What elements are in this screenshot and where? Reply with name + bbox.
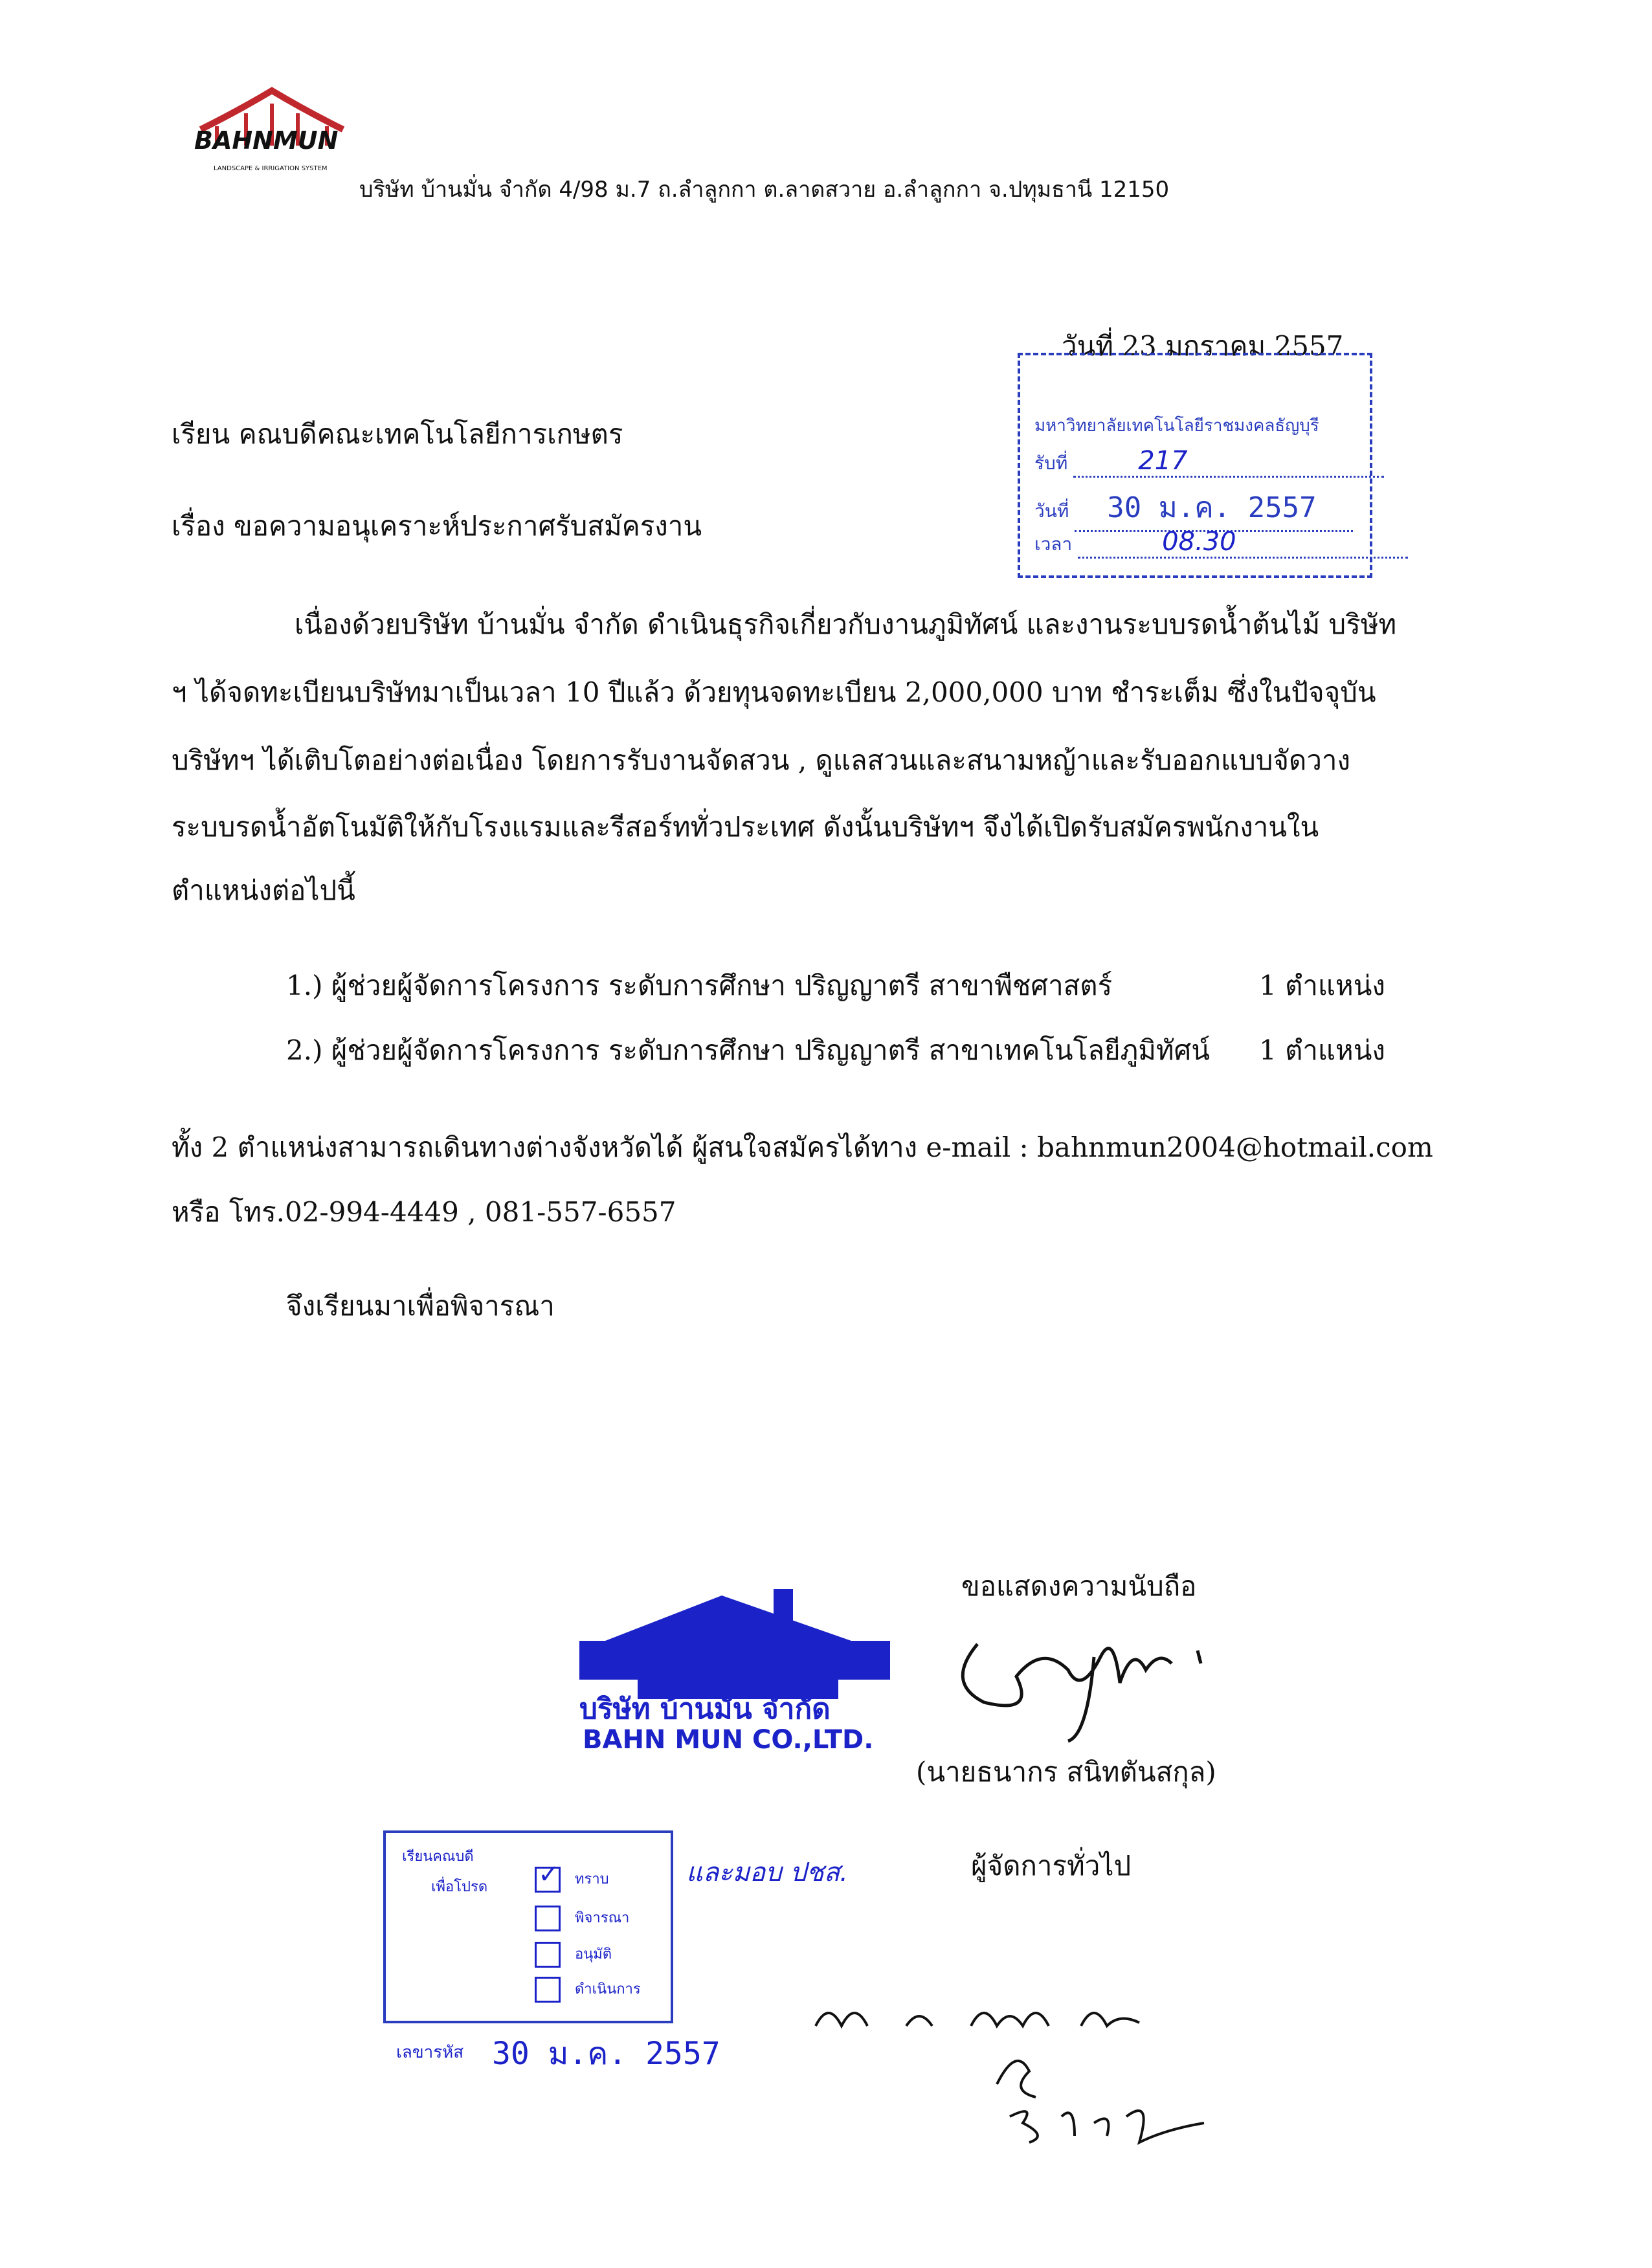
action-option-label: พิจารณา xyxy=(575,1910,630,1926)
letter-date: วันที่ 23 มกราคม 2557 xyxy=(1062,330,1344,362)
addressee: เรียน คณบดีคณะเทคโนโลยีการเกษตร xyxy=(172,418,623,450)
contact-line-2: หรือ โทร.02-994-4449 , 081-557-6557 xyxy=(172,1196,676,1228)
stamp-receive-label: รับที่ xyxy=(1034,452,1068,474)
body-line-3: บริษัทฯ ได้เติบโตอย่างต่อเนื่อง โดยการรับงานจัดสวน , ดูแลสวนและสนามหญ้าและรับออกแบบจัดวาง xyxy=(172,744,1350,776)
receipt-stamp xyxy=(1018,353,1372,578)
action-option-2 xyxy=(535,1906,629,1931)
body-line-1: เนื่องด้วยบริษัท บ้านมั่น จำกัด ดำเนินธุรกิจเกี่ยวกับงานภูมิทัศน์ และงานระบบรดน้ำต้นไม้ บริษัท xyxy=(295,608,1397,640)
stamp-time-value: 08.30 xyxy=(1078,527,1408,559)
action-option-4 xyxy=(535,1977,641,2003)
logo-text: BAHNMUN xyxy=(194,126,339,155)
checked-checkbox-icon: ✓ xyxy=(535,1867,561,1893)
stamp-date-value: 30 ม.ค. 2557 xyxy=(1075,485,1353,532)
checkbox-icon xyxy=(535,1906,561,1931)
position-1-count: 1 ตำแหน่ง xyxy=(1259,970,1385,1001)
checkbox-icon xyxy=(535,1977,561,2003)
body-line-5: ตำแหน่งต่อไปนี้ xyxy=(172,874,355,906)
action-date-label: เลขารหัส xyxy=(396,2043,464,2062)
stamp-english-name: BAHN MUN CO.,LTD. xyxy=(583,1725,874,1755)
action-option-label: อนุมัติ xyxy=(575,1946,612,1962)
contact-line-1: ทั้ง 2 ตำแหน่งสามารถเดินทางต่างจังหวัดได้ ผู้สนใจสมัครได้ทาง e-mail : bahnmun2004@hotmail.com xyxy=(172,1131,1433,1163)
stamp-time-row xyxy=(1034,527,1408,559)
body-line-4: ระบบรดน้ำอัตโนมัติให้กับโรงแรมและรีสอร์ททั่วประเทศ ดังนั้นบริษัทฯ จึงได้เปิดรับสมัครพนักงานใน xyxy=(172,811,1319,843)
position-2-title: 2.) ผู้ช่วยผู้จัดการโครงการ ระดับการศึกษา ปริญญาตรี สาขาเทคโนโลยีภูมิทัศน์ xyxy=(286,1034,1210,1066)
stamp-date-row xyxy=(1034,485,1353,532)
action-header-1: เรียนคณบดี xyxy=(402,1849,474,1865)
action-header-2: เพื่อโปรด xyxy=(431,1879,488,1895)
handwritten-note: และมอบ ปชส. xyxy=(686,1858,848,1887)
stamp-receive-no: 217 xyxy=(1073,446,1384,478)
position-1-title: 1.) ผู้ช่วยผู้จัดการโครงการ ระดับการศึกษา ปริญญาตรี สาขาพืชศาสตร์ xyxy=(286,970,1113,1001)
action-option-label: ทราบ xyxy=(575,1871,609,1887)
stamp-date-label: วันที่ xyxy=(1034,500,1069,522)
signer-title: ผู้จัดการทั่วไป xyxy=(971,1850,1132,1882)
action-stamp xyxy=(383,1830,673,2023)
stamp-receive-row xyxy=(1034,446,1384,478)
subject: เรื่อง ขอความอนุเคราะห์ประกาศรับสมัครงาน xyxy=(172,510,702,542)
stamp-time-label: เวลา xyxy=(1034,533,1073,555)
action-option-3 xyxy=(535,1942,612,1968)
signoff: ขอแสดงความนับถือ xyxy=(961,1570,1197,1602)
checkbox-icon xyxy=(535,1942,561,1968)
position-2-count: 1 ตำแหน่ง xyxy=(1259,1034,1385,1066)
signer-name: (นายธนากร สนิทตันสกุล) xyxy=(916,1756,1216,1788)
signature xyxy=(939,1605,1236,1748)
stamp-org-line: มหาวิทยาลัยเทคโนโลยีราชมงคลธัญบุรี xyxy=(1034,416,1319,436)
body-line-2: ฯ ได้จดทะเบียนบริษัทมาเป็นเวลา 10 ปีแล้ว ด้วยทุนจดทะเบียน 2,000,000 บาท ชำระเต็ม ซึ่งในปัจจุบัน xyxy=(172,676,1376,708)
logo-subtitle: LANDSCAPE & IRRIGATION SYSTEM xyxy=(214,165,328,172)
action-option-label: ดำเนินการ xyxy=(575,1981,641,1997)
company-address: บริษัท บ้านมั่น จำกัด 4/98 ม.7 ถ.ลำลูกกา ต.ลาดสวาย อ.ลำลูกกา จ.ปทุมธานี 12150 xyxy=(359,177,1170,203)
action-option-1 xyxy=(535,1860,609,1893)
closing-line: จึงเรียนมาเพื่อพิจารณา xyxy=(286,1290,555,1322)
handwritten-initials xyxy=(803,1987,1269,2155)
house-logo-icon xyxy=(579,1589,890,1699)
company-stamp xyxy=(579,1589,890,1764)
action-date-value: 30 ม.ค. 2557 xyxy=(492,2036,720,2072)
stamp-thai-name: บริษัท บ้านมั่น จำกัด xyxy=(579,1693,831,1726)
